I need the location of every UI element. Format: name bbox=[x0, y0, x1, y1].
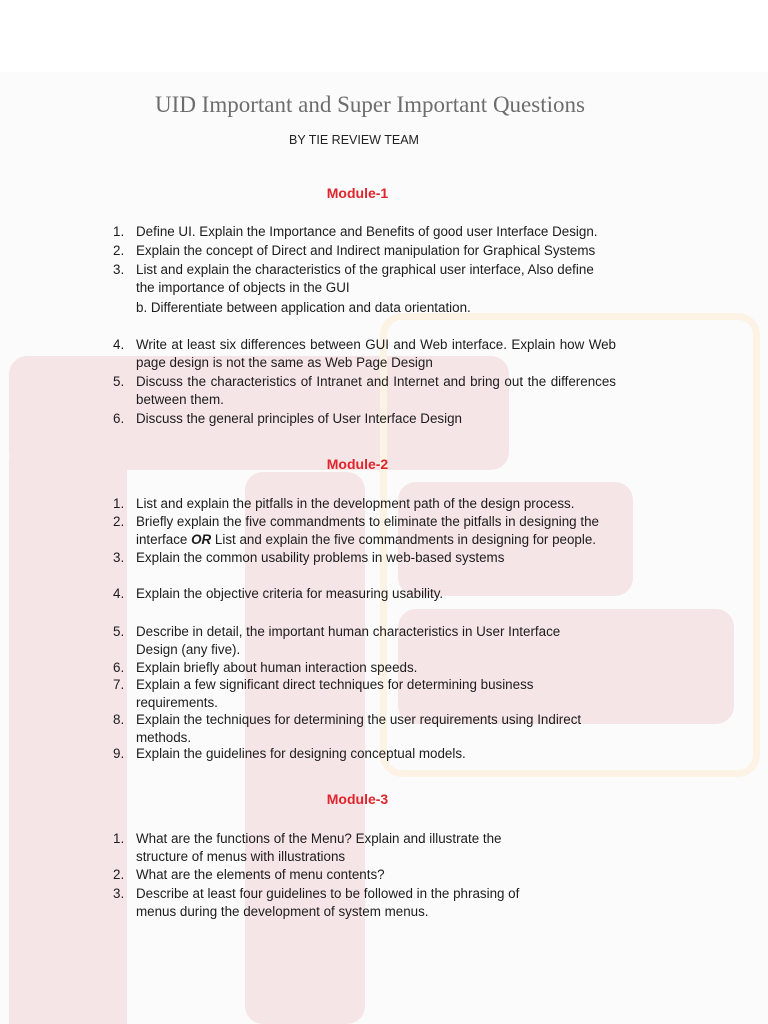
question-text: List and explain the characteristics of the graphical user interface, Also define the importance of objects in the GUI bbox=[136, 262, 594, 295]
document-content bbox=[0, 72, 768, 1024]
question-number: 7. bbox=[113, 677, 125, 692]
question-item bbox=[113, 223, 616, 241]
question-item bbox=[113, 549, 616, 567]
question-text: Explain briefly about human interaction speeds. bbox=[136, 660, 418, 675]
question-number: 3. bbox=[113, 262, 125, 277]
question-text: Describe at least four guidelines to be followed in the phrasing of menus during the development of system menus. bbox=[136, 886, 520, 919]
question-text: Explain the common usability problems in web-based systems bbox=[136, 550, 505, 565]
question-number: 9. bbox=[113, 746, 125, 761]
question-number: 5. bbox=[113, 624, 125, 639]
question-subitem: b. Differentiate between application and data orientation. bbox=[136, 300, 471, 315]
or-emphasis: OR bbox=[191, 532, 212, 547]
module-heading: Module-3 bbox=[326, 791, 389, 807]
question-item bbox=[113, 410, 616, 428]
question-text: What are the elements of menu contents? bbox=[136, 867, 385, 882]
question-text: Define UI. Explain the Importance and Benefits of good user Interface Design. bbox=[136, 224, 598, 239]
question-item bbox=[113, 866, 616, 884]
question-item bbox=[113, 676, 563, 712]
question-number: 4. bbox=[113, 337, 125, 352]
question-text: Explain the concept of Direct and Indirect manipulation for Graphical Systems bbox=[136, 243, 596, 258]
question-item bbox=[113, 373, 616, 409]
question-item bbox=[113, 711, 603, 747]
question-text: Explain a few significant direct techniques for determining business requirements. bbox=[136, 677, 534, 710]
question-item bbox=[113, 585, 616, 603]
question-item bbox=[113, 885, 533, 921]
question-number: 8. bbox=[113, 712, 125, 727]
question-text: Explain the objective criteria for measuring usability. bbox=[136, 586, 444, 601]
question-item bbox=[113, 623, 593, 659]
question-item bbox=[113, 659, 616, 677]
module-heading: Module-1 bbox=[326, 185, 389, 201]
question-item bbox=[113, 336, 616, 372]
question-text: List and explain the pitfalls in the development path of the design process. bbox=[136, 496, 575, 511]
question-item bbox=[113, 261, 616, 297]
question-text: Briefly explain the five commandments to eliminate the pitfalls in designing the interface OR List and explain the five commandments in designing for people. bbox=[136, 514, 599, 547]
document-byline: BY TIE REVIEW TEAM bbox=[289, 133, 419, 147]
question-number: 6. bbox=[113, 411, 125, 426]
question-number: 2. bbox=[113, 514, 125, 529]
question-number: 4. bbox=[113, 586, 125, 601]
question-text: Write at least six differences between GUI and Web interface. Explain how Web page design is not the same as Web Page Design bbox=[136, 337, 616, 370]
question-number: 2. bbox=[113, 867, 125, 882]
question-number: 1. bbox=[113, 831, 125, 846]
document-page bbox=[0, 72, 768, 1024]
module-heading: Module-2 bbox=[326, 456, 389, 472]
question-number: 1. bbox=[113, 496, 125, 511]
question-text: Discuss the general principles of User Interface Design bbox=[136, 411, 462, 426]
question-text: Describe in detail, the important human characteristics in User Interface Design (any five). bbox=[136, 624, 561, 657]
question-text: Explain the techniques for determining the user requirements using Indirect methods. bbox=[136, 712, 582, 745]
question-item bbox=[113, 745, 616, 763]
question-text: Explain the guidelines for designing conceptual models. bbox=[136, 746, 466, 761]
question-number: 3. bbox=[113, 886, 125, 901]
question-number: 5. bbox=[113, 374, 125, 389]
question-item bbox=[113, 513, 633, 549]
question-text: What are the functions of the Menu? Explain and illustrate the structure of menus with illustrations bbox=[136, 831, 502, 864]
question-number: 6. bbox=[113, 660, 125, 675]
question-item bbox=[113, 242, 616, 260]
question-text: Discuss the characteristics of Intranet and Internet and bring out the differences between them. bbox=[136, 374, 616, 407]
question-item bbox=[113, 830, 533, 866]
question-number: 3. bbox=[113, 550, 125, 565]
question-number: 1. bbox=[113, 224, 125, 239]
question-number: 2. bbox=[113, 243, 125, 258]
question-item bbox=[113, 495, 616, 513]
document-title: UID Important and Super Important Questions bbox=[155, 92, 585, 117]
